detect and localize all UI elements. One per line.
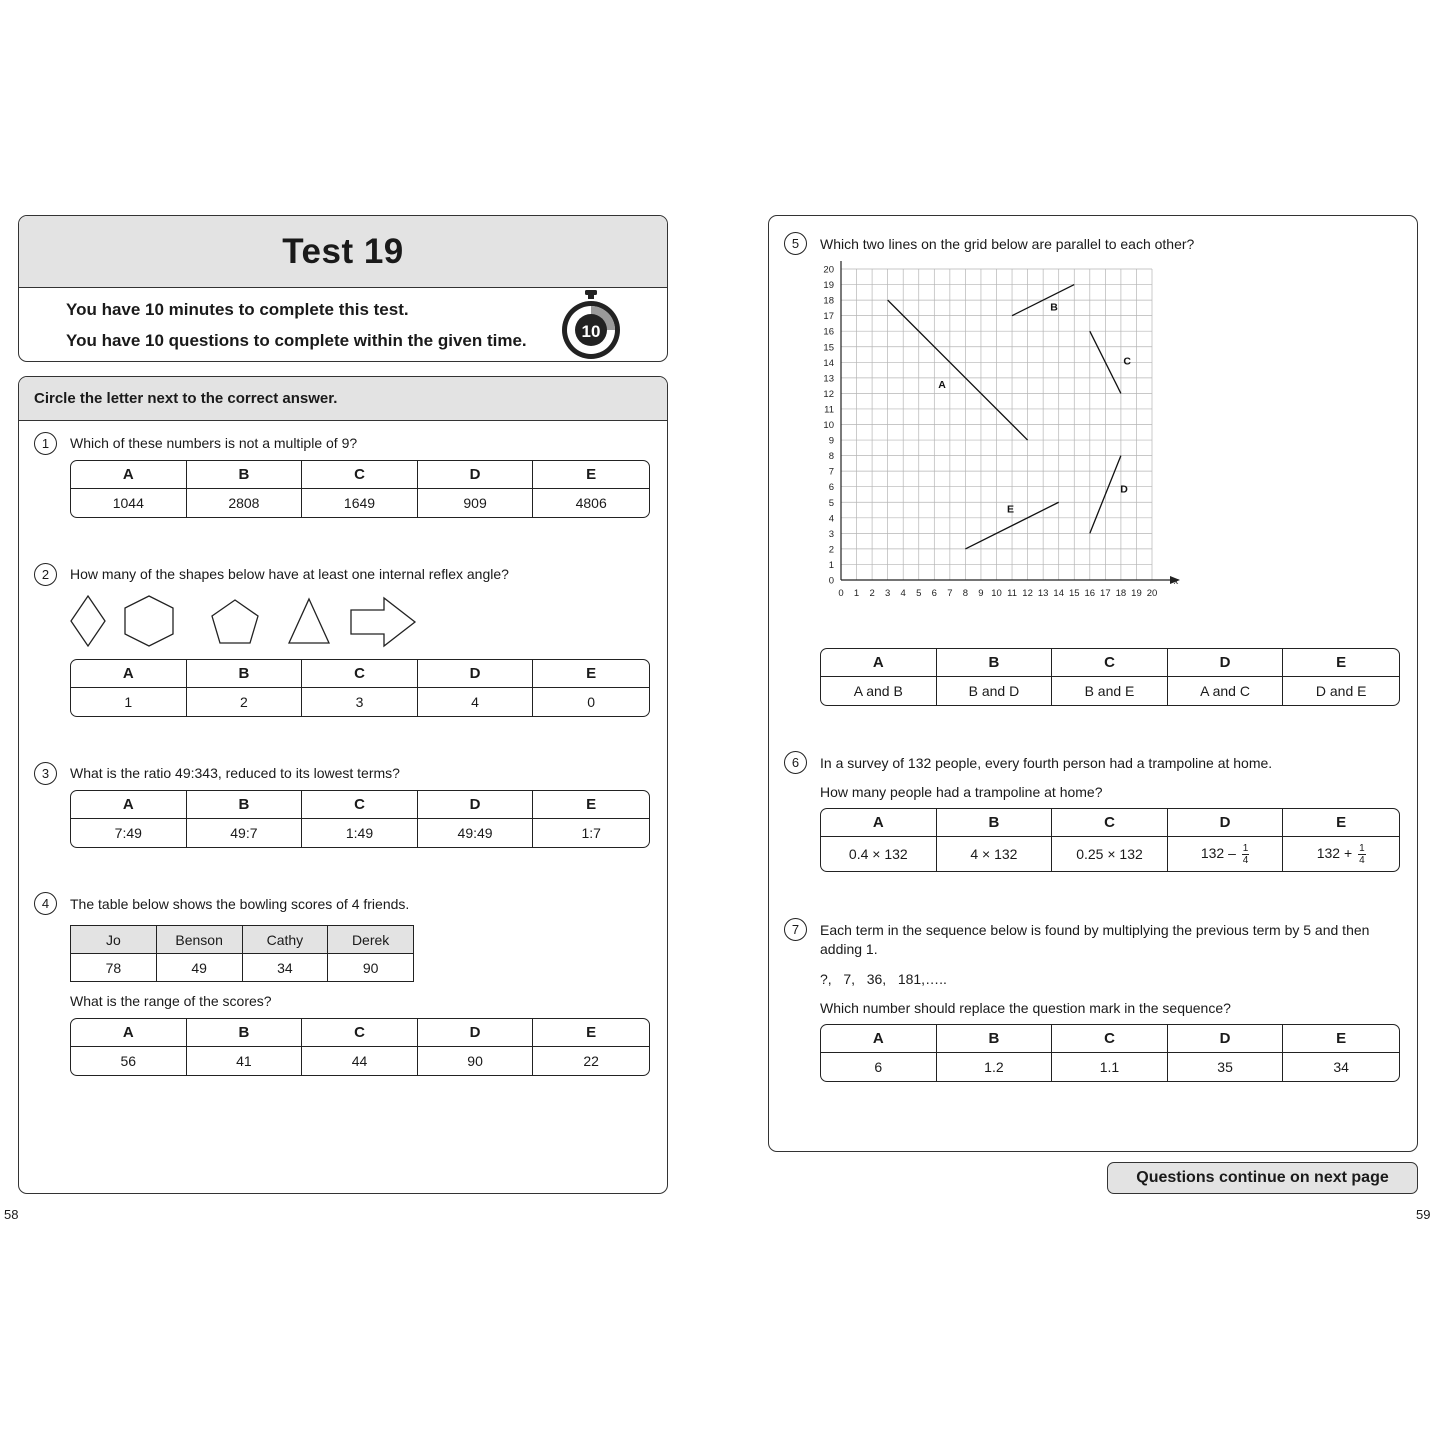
answer-letter[interactable]: E — [1283, 649, 1399, 677]
line-label-c: C — [1123, 355, 1131, 368]
fraction-one-quarter — [1242, 843, 1250, 866]
continue-next-page-button[interactable]: Questions continue on next page — [1107, 1162, 1418, 1194]
answer-letter[interactable]: E — [1283, 809, 1399, 837]
answer-letter[interactable]: B — [937, 809, 1053, 837]
answer-value: 49:49 — [418, 819, 534, 847]
x-tick-label: 0 — [838, 588, 844, 599]
answer-value-fraction — [1283, 837, 1399, 871]
line-label-b: B — [1050, 301, 1058, 314]
answer-value: 132 – — [1200, 844, 1236, 861]
y-tick-label: 15 — [823, 342, 834, 354]
answer-letter[interactable]: D — [418, 1019, 534, 1047]
title-band — [19, 216, 667, 288]
x-tick-label: 18 — [1115, 588, 1127, 599]
answer-value-fraction — [1168, 837, 1284, 871]
y-tick-label: 13 — [823, 373, 834, 385]
x-tick-label: 17 — [1100, 588, 1111, 599]
y-tick-label: 12 — [823, 388, 834, 400]
page-number-right: 59 — [1416, 1207, 1431, 1222]
answer-letter[interactable]: C — [1052, 809, 1168, 837]
y-tick-label: 3 — [828, 528, 834, 540]
x-tick-label: 7 — [947, 588, 953, 599]
pentagon-shape — [212, 600, 258, 643]
answer-letter[interactable]: C — [302, 791, 418, 819]
answer-value: 6 — [821, 1053, 937, 1081]
answer-letter[interactable]: D — [1168, 809, 1284, 837]
x-tick-label: 10 — [991, 588, 1002, 599]
shapes-figure — [67, 591, 427, 651]
triangle-shape — [289, 599, 329, 643]
answer-letter[interactable]: A — [71, 660, 187, 688]
line-segments — [888, 285, 1132, 549]
y-tick-label: 10 — [823, 420, 834, 431]
y-tick-label: 0 — [828, 575, 834, 587]
question-2-text: How many of the shapes below have at least one internal reflex angle? — [70, 566, 509, 582]
answer-table-q4 — [70, 1018, 650, 1076]
answer-value: 34 — [1333, 1059, 1349, 1075]
answer-value: 1.1 — [1052, 1053, 1168, 1081]
rhombus-shape — [71, 596, 105, 646]
line-label-a: A — [938, 379, 946, 392]
friend-name: Cathy — [242, 926, 328, 954]
answer-value: 1044 — [71, 489, 187, 517]
answer-letter[interactable]: A — [71, 791, 187, 819]
question-7-text-line2: adding 1. — [820, 941, 878, 957]
x-tick-label: 11 — [1007, 588, 1017, 599]
x-tick-label: 20 — [1146, 588, 1158, 599]
friend-name: Jo — [71, 926, 157, 954]
instruction-time: You have 10 minutes to complete this test. — [66, 300, 409, 319]
x-tick-label: 15 — [1068, 588, 1080, 599]
y-tick-label: 18 — [823, 295, 834, 307]
y-tick-label: 2 — [828, 544, 834, 556]
answer-value: 41 — [187, 1047, 303, 1075]
answer-value: 0.25 × 132 — [1052, 837, 1168, 871]
answer-value: 2 — [187, 688, 303, 716]
y-tick-label: 17 — [823, 311, 834, 323]
hexagon-shape — [125, 596, 173, 646]
y-tick-label: 5 — [828, 497, 834, 509]
friend-score: 34 — [242, 954, 328, 982]
answer-letter[interactable]: C — [302, 461, 418, 489]
friend-name: Derek — [328, 926, 414, 954]
answer-letter[interactable]: A — [821, 1025, 937, 1053]
question-number: 4 — [34, 892, 57, 915]
answer-value: A and C — [1168, 677, 1284, 705]
answer-letter[interactable]: B — [937, 1025, 1053, 1053]
y-tick-label: 20 — [823, 264, 834, 276]
answer-value: 132 + — [1316, 844, 1353, 861]
y-tick-label: 14 — [823, 357, 834, 369]
answer-letter[interactable]: B — [187, 461, 303, 489]
answer-value: 35 — [1168, 1053, 1284, 1081]
y-tick-label: 7 — [828, 466, 834, 478]
x-tick-label: 14 — [1053, 588, 1064, 599]
answer-letter[interactable]: A — [71, 1019, 187, 1047]
fraction-denominator: 4 — [1359, 854, 1365, 866]
x-tick-label: 3 — [885, 588, 891, 599]
answer-value: B and E — [1052, 677, 1168, 705]
answer-letter[interactable]: E — [1283, 1025, 1399, 1053]
y-tick-label: 1 — [828, 559, 834, 571]
answer-value: 1:7 — [581, 825, 601, 841]
instruction-count: You have 10 questions to complete within the given time. — [66, 331, 527, 350]
answer-letter[interactable]: D — [1168, 1025, 1284, 1053]
x-tick-label: 13 — [1037, 588, 1049, 599]
x-tick-label: 2 — [869, 588, 875, 599]
answer-value: 4806 — [575, 495, 607, 511]
coordinate-grid-chart — [803, 261, 1193, 631]
answer-value: 1.2 — [937, 1053, 1053, 1081]
y-tick-label: 19 — [823, 280, 834, 292]
question-5-text: Which two lines on the grid below are parallel to each other? — [820, 236, 1195, 252]
question-number: 2 — [34, 563, 57, 586]
y-tick-label: 4 — [828, 513, 834, 525]
answer-value: 4 × 132 — [937, 837, 1053, 871]
questions-panel-left — [18, 376, 668, 1194]
question-number: 6 — [784, 751, 807, 774]
answer-letter[interactable]: D — [1168, 649, 1284, 677]
answer-letter[interactable]: A — [821, 809, 937, 837]
answer-value: 44 — [302, 1047, 418, 1075]
answer-value: 909 — [418, 489, 534, 517]
answer-value: 7:49 — [71, 819, 187, 847]
x-tick-label: 16 — [1084, 588, 1096, 599]
answer-letter[interactable]: D — [418, 791, 534, 819]
answer-value: 0 — [587, 694, 596, 710]
answer-letter[interactable]: E — [533, 791, 649, 819]
circle-instruction: Circle the letter next to the correct answer. — [19, 377, 667, 421]
x-tick-label: 9 — [978, 588, 984, 599]
stopwatch-minutes: 10 — [581, 322, 601, 341]
question-3-text: What is the ratio 49:343, reduced to its lowest terms? — [70, 765, 400, 781]
answer-value: 1:49 — [302, 819, 418, 847]
answer-value: 0.4 × 132 — [821, 837, 937, 871]
test-header — [18, 215, 668, 362]
answer-letter[interactable]: C — [302, 660, 418, 688]
answer-value: D and E — [1315, 683, 1367, 699]
answer-letter[interactable]: B — [187, 660, 303, 688]
question-7-text-line1: Each term in the sequence below is found by multiplying the previous term by 5 and then — [820, 922, 1370, 938]
answer-value: 3 — [302, 688, 418, 716]
answer-table-q2 — [70, 659, 650, 717]
answer-letter[interactable]: E — [533, 461, 649, 489]
friend-score: 49 — [156, 954, 242, 982]
answer-letter[interactable]: E — [533, 1019, 649, 1047]
x-tick-label: 4 — [900, 588, 906, 599]
y-tick-label: 6 — [828, 482, 834, 494]
fraction-denominator: 4 — [1242, 854, 1249, 866]
answer-value: 1649 — [302, 489, 418, 517]
friend-score: 78 — [71, 954, 157, 982]
page-number-left: 58 — [4, 1207, 19, 1222]
question-number: 7 — [784, 918, 807, 941]
answer-value: 49:7 — [187, 819, 303, 847]
answer-table-q7 — [820, 1024, 1400, 1082]
question-4-subtext: What is the range of the scores? — [70, 993, 272, 1009]
stopwatch-icon — [559, 289, 623, 361]
answer-letter[interactable]: B — [937, 649, 1053, 677]
question-6-subtext: How many people had a trampoline at home? — [820, 784, 1103, 800]
fraction-one-quarter — [1358, 843, 1366, 866]
friend-name: Benson — [156, 926, 242, 954]
y-tick-label: 8 — [828, 451, 834, 463]
answer-value: 4 — [418, 688, 534, 716]
x-tick-label: 5 — [916, 588, 922, 599]
question-7-sequence: ?, 7, 36, 181,….. — [820, 971, 947, 987]
answer-value: 1 — [71, 688, 187, 716]
answer-letter[interactable]: A — [71, 461, 187, 489]
bowling-scores-table — [70, 925, 414, 982]
arrow-shape — [351, 598, 415, 646]
answer-table-q5 — [820, 648, 1400, 706]
answer-letter[interactable]: C — [302, 1019, 418, 1047]
question-number: 3 — [34, 762, 57, 785]
answer-value: A and B — [821, 677, 937, 705]
x-tick-label: 12 — [1022, 588, 1033, 599]
answer-value: 2808 — [187, 489, 303, 517]
answer-table-q6 — [820, 808, 1400, 872]
line-label-d: D — [1120, 483, 1128, 496]
question-4-text: The table below shows the bowling scores of 4 friends. — [70, 896, 410, 912]
answer-letter[interactable]: C — [1052, 1025, 1168, 1053]
x-tick-label: 1 — [853, 588, 860, 599]
x-tick-label: 6 — [931, 588, 937, 599]
question-number: 5 — [784, 232, 807, 255]
page-title: Test 19 — [282, 231, 404, 271]
answer-letter[interactable]: C — [1052, 649, 1168, 677]
line-segment-a — [888, 300, 1028, 440]
friend-score: 90 — [328, 954, 414, 982]
answer-table-q3 — [70, 790, 650, 848]
answer-value: 56 — [71, 1047, 187, 1075]
question-6-text: In a survey of 132 people, every fourth person had a trampoline at home. — [820, 755, 1273, 771]
x-tick-label: 8 — [962, 588, 969, 599]
answer-value: 22 — [583, 1053, 599, 1069]
answer-letter[interactable]: B — [187, 791, 303, 819]
line-label-e: E — [1006, 503, 1015, 516]
answer-letter[interactable]: A — [821, 649, 937, 677]
question-number: 1 — [34, 432, 57, 455]
x-tick-label: 19 — [1131, 588, 1142, 599]
answer-letter[interactable]: E — [533, 660, 649, 688]
answer-letter[interactable]: B — [187, 1019, 303, 1047]
question-1-text: Which of these numbers is not a multiple of 9? — [70, 435, 358, 451]
y-tick-label: 11 — [824, 404, 834, 416]
answer-letter[interactable]: D — [418, 660, 534, 688]
x-axis-label: x — [1174, 576, 1179, 587]
answer-value: 90 — [418, 1047, 534, 1075]
answer-table-q1 — [70, 460, 650, 518]
answer-letter[interactable]: D — [418, 461, 534, 489]
questions-panel-right — [768, 215, 1418, 1152]
y-tick-label: 9 — [828, 435, 834, 447]
y-tick-label: 16 — [823, 326, 834, 338]
axes — [837, 261, 1180, 584]
answer-value: B and D — [937, 677, 1053, 705]
fraction-numerator: 1 — [1242, 842, 1249, 854]
fraction-numerator: 1 — [1359, 842, 1365, 854]
question-7-subtext: Which number should replace the question mark in the sequence? — [820, 1000, 1231, 1016]
